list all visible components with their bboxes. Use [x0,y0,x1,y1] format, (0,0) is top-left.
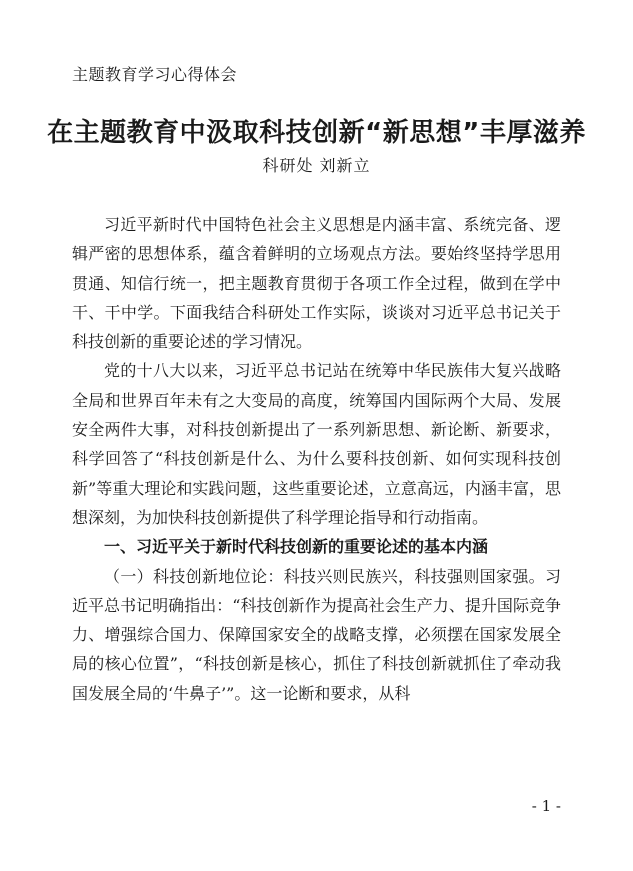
header-note: 主题教育学习心得体会 [72,65,238,84]
section-heading: 一、习近平关于新时代科技创新的重要论述的基本内涵 [104,537,489,557]
body-text [72,210,561,708]
paragraph: 党的十八大以来，习近平总书记站在统筹中华民族伟大复兴战略全局和世界百年未有之大变局的高度，统筹国内国际两个大局、发展安全两件大事，对科技创新提出了一系列新思想、新论断、新要求，科学回答了“科技创新是什么、为什么要科技创新、如何实现科技创新”等重大理论和实践问题，这些重要论述，立意高远，内涵丰富，思想深刻，为加快科技创新提供了科学理论指导和行动指南。 [72,361,561,527]
paragraph: 习近平新时代中国特色社会主义思想是内涵丰富、系统完备、逻辑严密的思想体系，蕴含着鲜明的立场观点方法。要始终坚持学思用贯通、知信行统一，把主题教育贯彻于各项工作全过程，做到在学中干、干中学。下面我结合科研处工作实际，谈谈对习近平总书记关于科技创新的重要论述的学习情况。 [72,215,561,352]
document-title: 在主题教育中汲取科技创新“新思想”丰厚滋养 [47,118,586,148]
page-number: - 1 - [531,797,561,815]
paragraph: （一）科技创新地位论：科技兴则民族兴，科技强则国家强。习近平总书记明确指出：“科技创新作为提高社会生产力、提升国际竞争力、增强综合国力、保障国家安全的战略支撑，必须摆在国家发展全局的核心位置”，“科技创新是核心，抓住了科技创新就抓住了牵动我国发展全局的‘牛鼻子’”。这一论断和要求，从科 [72,566,561,703]
author-line: 科研处 刘新立 [262,156,371,175]
